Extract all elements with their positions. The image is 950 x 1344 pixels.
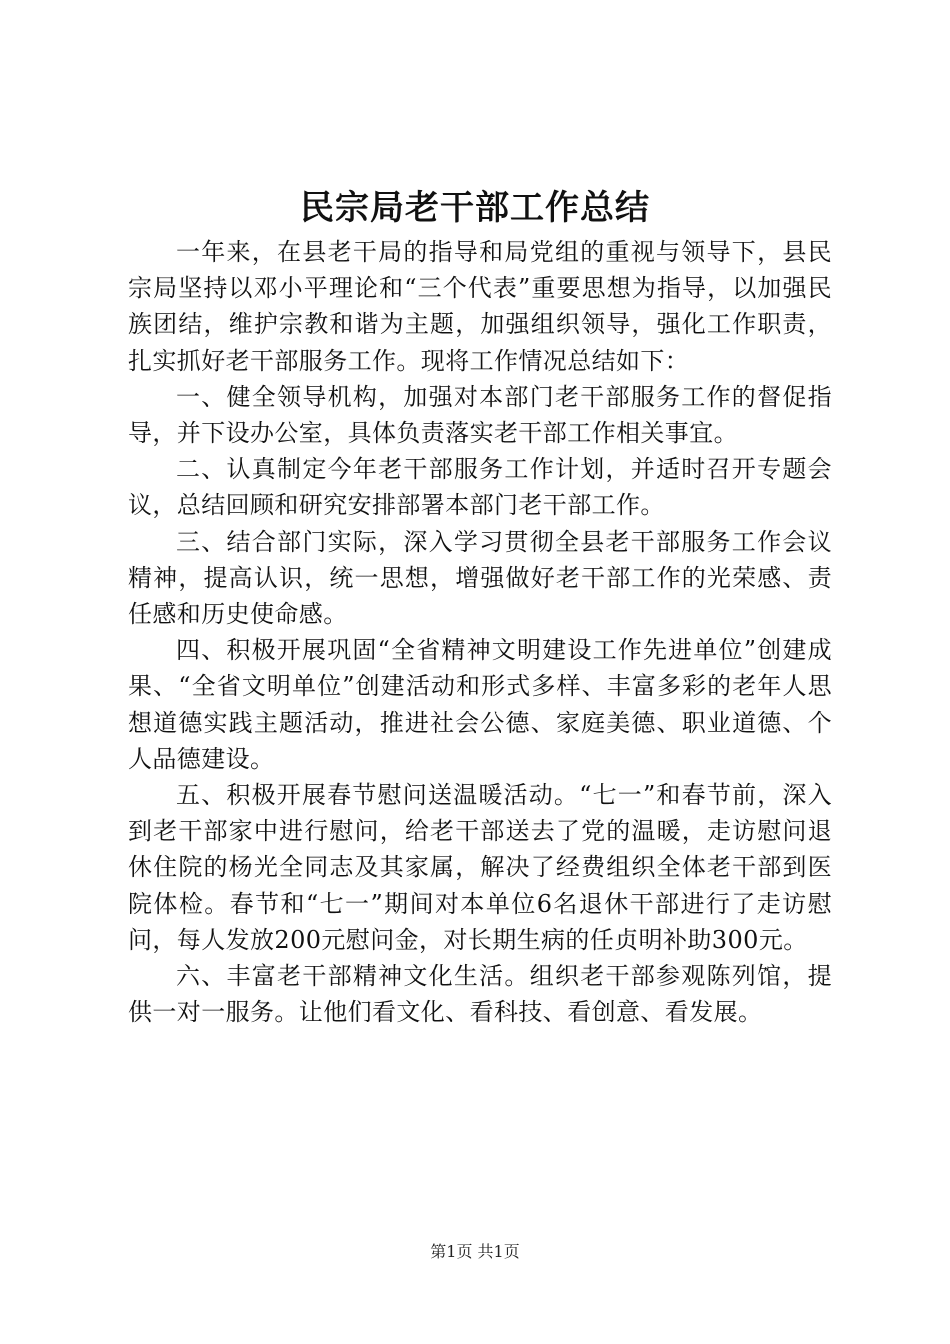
page-footer: 第1页 共1页 bbox=[430, 1242, 520, 1261]
paragraph-2: 二、认真制定今年老干部服务工作计划，并适时召开专题会议，总结回顾和研究安排部署本部门老干部工作。 bbox=[128, 455, 832, 520]
paragraph-1: 一、健全领导机构，加强对本部门老干部服务工作的督促指导，并下设办公室，具体负责落实老干部工作相关事宜。 bbox=[128, 382, 832, 448]
paragraph-5: 五、积极开展春节慰问送温暖活动。“七一”和春节前，深入到老干部家中进行慰问，给老干部送去了党的温暖，走访慰问退休住院的杨光全同志及其家属，解决了经费组织全体老干部到医院体检。春节和“七一”期间对本单位6名退休干部进行了走访慰问，每人发放200元慰问金，对长期生病的任贞明补助300元。 bbox=[128, 781, 832, 954]
paragraph-3: 三、结合部门实际，深入学习贯彻全县老干部服务工作会议精神，提高认识，统一思想，增强做好老干部工作的光荣感、责任感和历史使命感。 bbox=[128, 527, 832, 629]
paragraph-4: 四、积极开展巩固“全省精神文明建设工作先进单位”创建成果、“全省文明单位”创建活动和形式多样、丰富多彩的老年人思想道德实践主题活动，推进社会公德、家庭美德、职业道德、个人品德建设。 bbox=[128, 636, 832, 773]
intro-paragraph: 一年来，在县老干局的指导和局党组的重视与领导下，县民宗局坚持以邓小平理论和“三个代表”重要思想为指导，以加强民族团结，维护宗教和谐为主题，加强组织领导，强化工作职责，扎实抓好老干部服务工作。现将工作情况总结如下： bbox=[128, 238, 832, 375]
document-title: 民宗局老干部工作总结 bbox=[300, 188, 650, 228]
paragraph-6: 六、丰富老干部精神文化生活。组织老干部参观陈列馆，提供一对一服务。让他们看文化、看科技、看创意、看发展。 bbox=[128, 962, 832, 1027]
document-body bbox=[128, 234, 832, 1030]
